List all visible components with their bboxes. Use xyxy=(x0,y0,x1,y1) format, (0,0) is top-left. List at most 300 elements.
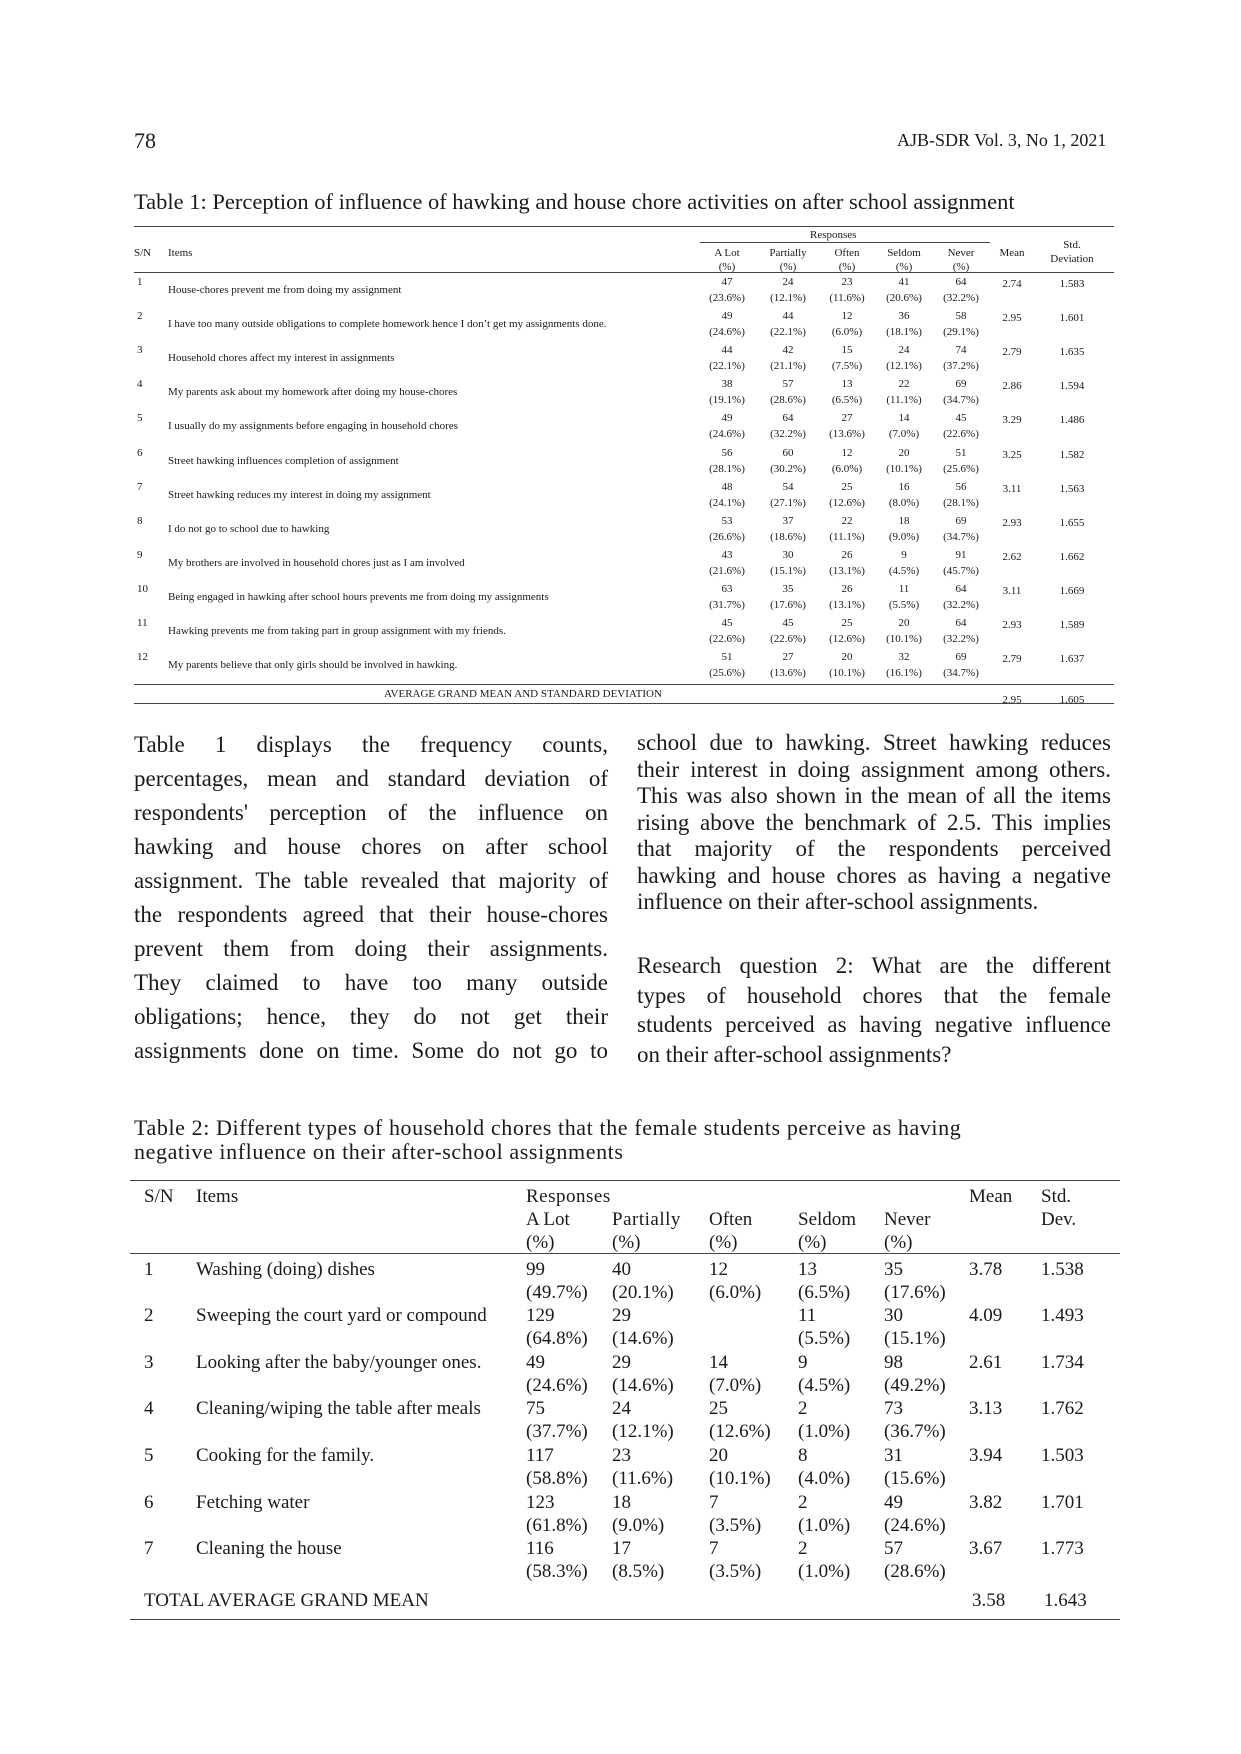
t1-count: 45 xyxy=(721,617,733,629)
t1-count: 57 xyxy=(782,378,794,391)
t1-percent: (13.1%) xyxy=(829,598,865,611)
t1-header-items: Items xyxy=(168,247,193,259)
t1-item: Street hawking influences completion of assignment xyxy=(168,454,399,467)
t1-percent: (34.7%) xyxy=(943,530,979,543)
t1-percent: (31.7%) xyxy=(709,598,745,611)
t2-percent: (15.6%) xyxy=(884,1468,946,1489)
t2-percent: (1.0%) xyxy=(798,1421,851,1442)
table1-row xyxy=(0,650,1241,684)
t2-item: Fetching water xyxy=(196,1492,310,1513)
t1-item: My parents ask about my homework after doing my house-chores xyxy=(168,386,458,399)
t1-count: 32 xyxy=(898,651,910,664)
t2-percent: (15.1%) xyxy=(884,1328,946,1349)
t2-sn: 4 xyxy=(144,1398,154,1419)
t1-header-pct: (%) xyxy=(718,261,736,273)
t2-sd: 1.734 xyxy=(1041,1352,1084,1373)
t1-count: 25 xyxy=(841,617,853,629)
t1-mean: 2.79 xyxy=(1002,653,1022,666)
paragraph-line: students perceived as having negative influence xyxy=(637,1012,1111,1037)
t1-percent: (12.1%) xyxy=(886,360,922,373)
t1-sn: 5 xyxy=(137,412,143,425)
table2-bottom-rule xyxy=(130,1619,1120,1620)
t1-count: 14 xyxy=(898,412,910,425)
table1-row xyxy=(0,275,1241,309)
t1-percent: (22.6%) xyxy=(943,428,979,441)
t1-count: 27 xyxy=(782,651,794,664)
t2-percent: (6.0%) xyxy=(709,1282,762,1303)
t1-percent: (4.5%) xyxy=(888,564,920,577)
t1-count: 64 xyxy=(955,276,967,288)
paragraph-line: their interest in doing assignment among others. xyxy=(637,756,1111,782)
t2-mean: 3.67 xyxy=(969,1538,1003,1559)
t1-header-pct: (%) xyxy=(838,261,856,273)
t1-percent: (32.2%) xyxy=(770,428,806,441)
t1-sn: 3 xyxy=(137,344,143,357)
t1-sd: 1.583 xyxy=(1059,278,1085,290)
t1-percent: (24.6%) xyxy=(709,326,745,339)
t2-percent: (8.5%) xyxy=(612,1561,665,1582)
t2-mean: 2.61 xyxy=(969,1352,1003,1373)
t1-count: 38 xyxy=(721,378,733,391)
table1-row xyxy=(0,446,1241,480)
t1-percent: (24.1%) xyxy=(709,496,745,509)
table1-row xyxy=(0,309,1241,343)
paragraph-line: school due to hawking. Street hawking reduces xyxy=(637,730,1111,755)
t2-percent: (3.5%) xyxy=(709,1515,762,1536)
t1-count: 18 xyxy=(898,514,910,527)
t1-header-pct: (%) xyxy=(895,261,913,273)
t1-percent: (6.5%) xyxy=(831,394,863,407)
t1-percent: (5.5%) xyxy=(888,598,920,611)
t2-percent: (11.6%) xyxy=(612,1468,674,1489)
paragraph-line: prevent them from doing their assignments. xyxy=(134,936,608,961)
t1-item: My parents believe that only girls should be involved in hawking. xyxy=(168,659,458,672)
t2-count: 49 xyxy=(884,1492,903,1513)
t1-percent: (17.6%) xyxy=(770,598,806,611)
t1-count: 35 xyxy=(782,582,794,595)
t1-count: 64 xyxy=(955,617,967,629)
t1-count: 12 xyxy=(841,310,853,323)
t2-footer-sd: 1.643 xyxy=(1044,1590,1087,1611)
t2-count: 35 xyxy=(884,1259,903,1280)
t1-count: 64 xyxy=(955,582,967,595)
t1-percent: (32.2%) xyxy=(943,633,979,645)
t2-item: Cleaning/wiping the table after meals xyxy=(196,1398,481,1419)
paragraph-line: They claimed to have too many outside xyxy=(134,970,608,995)
table1-row xyxy=(0,480,1241,514)
t1-count: 49 xyxy=(721,412,733,425)
t2-count: 2 xyxy=(798,1398,808,1419)
t2-sd: 1.701 xyxy=(1041,1492,1084,1513)
t2-count: 129 xyxy=(526,1305,555,1326)
t1-mean: 2.74 xyxy=(1002,278,1022,290)
t1-sd: 1.594 xyxy=(1059,380,1085,393)
t1-count: 53 xyxy=(721,514,733,527)
table1-header-rule xyxy=(134,272,1114,273)
t2-header-responses: Responses xyxy=(526,1186,611,1207)
t1-mean: 2.93 xyxy=(1002,516,1022,529)
table1-row xyxy=(0,582,1241,616)
t1-header-pct: (%) xyxy=(952,261,970,273)
paragraph-line: hawking and house chores as having a negative xyxy=(637,862,1111,888)
t1-count: 45 xyxy=(955,412,967,425)
t2-header-pct: (%) xyxy=(526,1232,555,1253)
t1-percent: (11.1%) xyxy=(886,394,922,407)
t1-percent: (21.6%) xyxy=(709,564,745,577)
paragraph-line: percentages, mean and standard deviation of xyxy=(134,766,608,791)
t2-sn: 1 xyxy=(144,1259,154,1280)
t2-sn: 3 xyxy=(144,1352,154,1373)
t1-percent: (25.6%) xyxy=(943,462,979,475)
t2-percent: (12.1%) xyxy=(612,1421,674,1442)
t1-count: 51 xyxy=(955,446,967,459)
t2-percent: (24.6%) xyxy=(526,1375,588,1396)
t1-percent: (22.6%) xyxy=(770,633,806,645)
t2-percent: (17.6%) xyxy=(884,1282,946,1303)
t1-sn: 11 xyxy=(137,617,148,629)
t1-percent: (25.6%) xyxy=(709,667,745,680)
t1-percent: (28.1%) xyxy=(943,496,979,509)
t1-sd: 1.582 xyxy=(1059,448,1085,461)
t1-count: 12 xyxy=(841,446,853,459)
t1-count: 64 xyxy=(782,412,794,425)
t2-count: 25 xyxy=(709,1398,728,1419)
t1-percent: (24.6%) xyxy=(709,428,745,441)
t1-sn: 4 xyxy=(137,378,143,391)
t1-percent: (22.1%) xyxy=(709,360,745,373)
t1-sn: 1 xyxy=(137,276,143,288)
t2-header-mean: Mean xyxy=(969,1186,1013,1207)
paragraph-line: obligations; hence, they do not get their xyxy=(134,1004,608,1029)
table2-top-rule xyxy=(130,1180,1120,1181)
paragraph-line: the respondents agreed that their house-chores xyxy=(134,902,608,927)
t1-percent: (23.6%) xyxy=(709,292,745,304)
t1-sd: 1.637 xyxy=(1059,653,1085,666)
t1-percent: (28.6%) xyxy=(770,394,806,407)
t2-percent: (58.8%) xyxy=(526,1468,588,1489)
t2-percent: (4.0%) xyxy=(798,1468,851,1489)
t1-percent: (12.6%) xyxy=(829,496,865,509)
t1-header-std: Std. xyxy=(1063,239,1081,251)
t2-footer-mean: 3.58 xyxy=(972,1590,1006,1611)
t1-header-responses: Responses xyxy=(810,229,857,241)
t1-count: 25 xyxy=(841,480,853,493)
paragraph-line: that majority of the respondents perceived xyxy=(637,836,1111,861)
research-question-2 xyxy=(637,951,1111,1069)
t2-percent: (24.6%) xyxy=(884,1515,946,1536)
t2-count: 17 xyxy=(612,1538,631,1559)
t1-count: 20 xyxy=(898,446,910,459)
t1-sn: 8 xyxy=(137,514,143,527)
t2-header-pct: (%) xyxy=(884,1232,913,1253)
paragraph-line: types of household chores that the female xyxy=(637,982,1111,1008)
paragraph-line: This was also shown in the mean of all the items xyxy=(637,783,1111,808)
t2-header-alot: A Lot xyxy=(526,1209,570,1230)
t1-mean: 2.79 xyxy=(1002,346,1022,359)
t2-percent: (4.5%) xyxy=(798,1375,851,1396)
t2-count: 24 xyxy=(612,1398,631,1419)
table2-caption-line1: Table 2: Different types of household chores that the female students perceive as having xyxy=(134,1115,962,1140)
t1-percent: (20.6%) xyxy=(886,292,922,304)
table1-top-rule xyxy=(134,226,1114,227)
t1-count: 69 xyxy=(955,514,967,527)
t1-item: House-chores prevent me from doing my assignment xyxy=(168,284,402,296)
paragraph-right-1 xyxy=(637,730,1111,916)
t1-percent: (27.1%) xyxy=(770,496,806,509)
t1-count: 24 xyxy=(898,344,910,357)
t1-percent: (13.6%) xyxy=(770,667,806,680)
t1-count: 13 xyxy=(841,378,853,391)
t2-header-seldom: Seldom xyxy=(798,1209,857,1230)
t2-header-pct: (%) xyxy=(798,1232,827,1253)
t2-item: Washing (doing) dishes xyxy=(196,1259,375,1280)
t2-sn: 5 xyxy=(144,1445,154,1466)
t1-sd: 1.601 xyxy=(1059,312,1085,325)
t1-item: I have too many outside obligations to complete homework hence I don’t get my assignments done. xyxy=(168,318,607,331)
t2-count: 49 xyxy=(526,1352,545,1373)
t2-header-never: Never xyxy=(884,1209,931,1230)
t1-count: 69 xyxy=(955,378,967,391)
t2-count: 57 xyxy=(884,1538,903,1559)
table1-footer-row xyxy=(134,687,1114,721)
t1-percent: (8.0%) xyxy=(888,496,920,509)
t1-sn: 2 xyxy=(137,310,143,323)
t1-count: 45 xyxy=(782,617,794,629)
t1-percent: (32.2%) xyxy=(943,292,979,304)
t1-sn: 9 xyxy=(137,548,143,561)
table1-bottom-rule xyxy=(134,703,1114,704)
t1-footer-mean: 2.95 xyxy=(1002,694,1022,706)
t1-percent: (7.5%) xyxy=(831,360,863,373)
t1-sd: 1.669 xyxy=(1059,584,1085,597)
t2-percent: (61.8%) xyxy=(526,1515,588,1536)
t1-count: 9 xyxy=(901,548,907,561)
t1-count: 54 xyxy=(782,480,794,493)
t1-count: 11 xyxy=(898,582,910,595)
t1-percent: (11.1%) xyxy=(829,530,865,543)
table2-row xyxy=(134,1444,1124,1490)
table1-row xyxy=(0,411,1241,445)
t1-percent: (28.1%) xyxy=(709,462,745,475)
t1-header-deviation: Deviation xyxy=(1050,253,1094,265)
t1-count: 43 xyxy=(721,548,733,561)
t1-count: 48 xyxy=(721,480,733,493)
t1-count: 24 xyxy=(782,276,794,288)
t1-count: 22 xyxy=(841,514,853,527)
table2-row xyxy=(134,1304,1124,1350)
t1-count: 20 xyxy=(898,617,910,629)
t2-mean: 4.09 xyxy=(969,1305,1003,1326)
t1-count: 37 xyxy=(782,514,794,527)
t1-item: Household chores affect my interest in assignments xyxy=(168,352,395,365)
t1-header-sn: S/N xyxy=(134,247,152,259)
journal-reference: AJB-SDR Vol. 3, No 1, 2021 xyxy=(897,130,1107,150)
t2-percent: (64.8%) xyxy=(526,1328,588,1349)
t2-count: 13 xyxy=(798,1259,817,1280)
t1-percent: (21.1%) xyxy=(770,360,806,373)
paragraph-line: assignment. The table revealed that majority of xyxy=(134,868,608,893)
t1-sn: 10 xyxy=(137,582,148,595)
t2-sd: 1.762 xyxy=(1041,1398,1084,1419)
t1-header-pct: (%) xyxy=(779,261,797,273)
paragraph-line: rising above the benchmark of 2.5. This implies xyxy=(637,809,1111,835)
t1-mean: 2.62 xyxy=(1002,550,1022,563)
t1-percent: (18.1%) xyxy=(886,326,922,339)
paragraph-line: on their after-school assignments? xyxy=(637,1041,952,1067)
t2-percent: (10.1%) xyxy=(709,1468,771,1489)
t1-count: 56 xyxy=(955,480,967,493)
table2-row xyxy=(134,1537,1124,1583)
t1-count: 20 xyxy=(841,651,853,664)
t2-mean: 3.82 xyxy=(969,1492,1003,1513)
t2-mean: 3.13 xyxy=(969,1398,1003,1419)
t2-count: 31 xyxy=(884,1445,903,1466)
table1-row xyxy=(0,377,1241,411)
t1-percent: (22.1%) xyxy=(770,326,806,339)
t1-percent: (19.1%) xyxy=(709,394,745,407)
t2-count: 73 xyxy=(884,1398,903,1419)
t1-percent: (10.1%) xyxy=(886,633,922,645)
paragraph-line: respondents' perception of the influence on xyxy=(134,800,608,825)
t2-percent: (14.6%) xyxy=(612,1328,674,1349)
paragraph-left xyxy=(134,728,608,1068)
t2-percent: (20.1%) xyxy=(612,1282,674,1303)
table1-row xyxy=(0,616,1241,650)
t1-header-alot: A Lot xyxy=(714,247,740,259)
t2-header-sn: S/N xyxy=(144,1186,174,1207)
paragraph-line: Research question 2: What are the different xyxy=(637,953,1111,978)
t2-header-partially: Partially xyxy=(612,1209,681,1230)
t1-count: 27 xyxy=(841,412,853,425)
t1-sd: 1.563 xyxy=(1059,482,1085,495)
t1-count: 36 xyxy=(898,310,910,323)
t2-header-pct: (%) xyxy=(612,1232,641,1253)
t2-percent: (12.6%) xyxy=(709,1421,771,1442)
t1-count: 16 xyxy=(898,480,910,493)
t1-percent: (15.1%) xyxy=(770,564,806,577)
t2-count: 123 xyxy=(526,1492,555,1513)
table1-row xyxy=(0,548,1241,582)
t1-percent: (45.7%) xyxy=(943,564,979,577)
t2-count: 116 xyxy=(526,1538,554,1559)
paragraph-line: hawking and house chores on after school xyxy=(134,834,608,859)
t1-count: 26 xyxy=(841,548,853,561)
t2-sn: 6 xyxy=(144,1492,154,1513)
t1-count: 44 xyxy=(721,344,733,357)
t1-count: 60 xyxy=(782,446,794,459)
t1-percent: (13.6%) xyxy=(829,428,865,441)
t2-item: Sweeping the court yard or compound xyxy=(196,1305,487,1326)
table2-caption-line2: negative influence on their after-school assignments xyxy=(134,1139,624,1164)
t2-count: 11 xyxy=(798,1305,817,1326)
table1-row xyxy=(0,514,1241,548)
t2-footer-label: TOTAL AVERAGE GRAND MEAN xyxy=(144,1590,429,1611)
t1-item: I usually do my assignments before engaging in household chores xyxy=(168,420,458,433)
t2-percent: (3.5%) xyxy=(709,1561,762,1582)
t2-mean: 3.94 xyxy=(969,1445,1003,1466)
t2-header-items: Items xyxy=(196,1186,239,1207)
t1-header-mean: Mean xyxy=(999,247,1025,259)
t1-percent: (30.2%) xyxy=(770,462,806,475)
t1-count: 42 xyxy=(782,344,794,357)
t1-sn: 12 xyxy=(137,651,148,664)
t2-count: 2 xyxy=(798,1492,808,1513)
t2-percent: (1.0%) xyxy=(798,1515,851,1536)
t2-sd: 1.773 xyxy=(1041,1538,1084,1559)
t1-count: 41 xyxy=(898,276,910,288)
t1-item: Hawking prevents me from taking part in group assignment with my friends. xyxy=(168,625,506,637)
t2-count: 98 xyxy=(884,1352,903,1373)
t2-header-dev: Dev. xyxy=(1041,1209,1077,1230)
t2-count: 99 xyxy=(526,1259,545,1280)
t1-count: 26 xyxy=(841,582,853,595)
t2-percent: (5.5%) xyxy=(798,1328,851,1349)
table1-row xyxy=(0,343,1241,377)
t1-percent: (29.1%) xyxy=(943,326,979,339)
t2-percent: (7.0%) xyxy=(709,1375,762,1396)
t1-percent: (11.6%) xyxy=(829,292,865,304)
t1-percent: (37.2%) xyxy=(943,360,979,373)
table2-row xyxy=(134,1258,1124,1304)
t1-percent: (18.6%) xyxy=(770,530,806,543)
paragraph-line: influence on their after-school assignments. xyxy=(637,889,1039,914)
t2-percent: (36.7%) xyxy=(884,1421,946,1442)
t2-item: Cleaning the house xyxy=(196,1538,342,1559)
t2-count: 23 xyxy=(612,1445,631,1466)
t2-header-often: Often xyxy=(709,1209,753,1230)
table2-header-rule xyxy=(130,1253,1120,1254)
t1-mean: 3.11 xyxy=(1002,584,1022,597)
t1-mean: 3.25 xyxy=(1002,448,1022,461)
t1-count: 74 xyxy=(955,344,967,357)
t1-sd: 1.589 xyxy=(1059,619,1085,631)
t1-percent: (9.0%) xyxy=(888,530,920,543)
t2-count: 30 xyxy=(884,1305,903,1326)
t2-count: 75 xyxy=(526,1398,545,1419)
t1-count: 58 xyxy=(955,310,967,323)
t2-mean: 3.78 xyxy=(969,1259,1003,1280)
t1-mean: 3.11 xyxy=(1002,482,1022,495)
t2-count: 18 xyxy=(612,1492,631,1513)
t1-header-partially: Partially xyxy=(769,247,807,259)
t1-sd: 1.655 xyxy=(1059,516,1085,529)
t1-percent: (22.6%) xyxy=(709,633,745,645)
t2-count: 117 xyxy=(526,1445,554,1466)
t1-count: 51 xyxy=(721,651,733,664)
t1-count: 56 xyxy=(721,446,733,459)
t2-percent: (1.0%) xyxy=(798,1561,851,1582)
t1-mean: 2.95 xyxy=(1002,312,1022,325)
t2-count: 20 xyxy=(709,1445,728,1466)
t1-percent: (34.7%) xyxy=(943,667,979,680)
t2-count: 14 xyxy=(709,1352,728,1373)
t2-sd: 1.493 xyxy=(1041,1305,1084,1326)
table2-row xyxy=(134,1397,1124,1443)
t1-percent: (12.1%) xyxy=(770,292,806,304)
t1-footer-label: AVERAGE GRAND MEAN AND STANDARD DEVIATION xyxy=(384,688,662,700)
t2-count: 40 xyxy=(612,1259,631,1280)
t1-responses-rule xyxy=(700,242,990,243)
table2-caption xyxy=(134,1116,961,1164)
t1-sd: 1.486 xyxy=(1059,414,1085,427)
t1-count: 47 xyxy=(721,276,733,288)
t2-count: 7 xyxy=(709,1538,719,1559)
t1-item: My brothers are involved in household chores just as I am involved xyxy=(168,556,465,569)
t2-percent: (6.5%) xyxy=(798,1282,851,1303)
t1-item: Being engaged in hawking after school hours prevents me from doing my assignments xyxy=(168,590,549,603)
paragraph-line: assignments done on time. Some do not go to xyxy=(134,1038,608,1063)
t1-header-seldom: Seldom xyxy=(887,247,921,259)
